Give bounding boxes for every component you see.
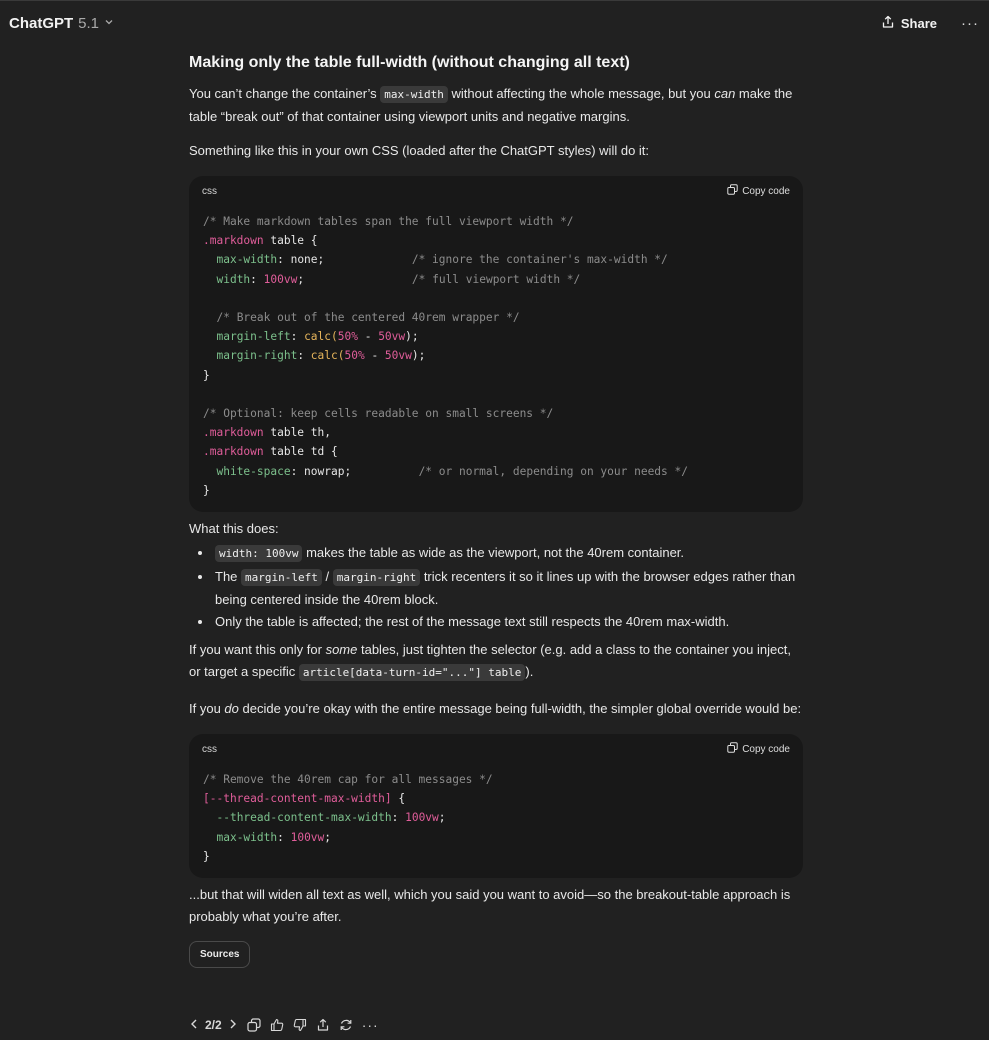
message-actions xyxy=(189,1017,379,1033)
text-run: decide you’re okay with the entire message being full-width, the simpler global override would be: xyxy=(238,701,802,717)
emphasis-text: can xyxy=(714,86,736,101)
code-block-header xyxy=(189,176,803,206)
inline-code: article[data-turn-id="..."] table xyxy=(299,664,526,681)
text-run: make the table “break out” of that container using viewport units and negative margins. xyxy=(189,86,793,124)
share-label: Share xyxy=(900,16,937,31)
copy-code-label: Copy code xyxy=(742,743,790,755)
message-paragraph: Something like this in your own CSS (loaded after the ChatGPT styles) will do it: xyxy=(189,143,650,158)
inline-code: width: 100vw xyxy=(215,545,302,562)
copy-icon[interactable] xyxy=(247,1018,261,1032)
list-item xyxy=(189,566,803,611)
text-run: tables, just tighten the selector (e.g. add a class to the container you inject, or target a specific xyxy=(189,642,791,680)
code-content: /* Remove the 40rem cap for all messages */ [--thread-content-max-width] { --thread-content-max-width: 100vw; max-width: 100vw; } xyxy=(203,773,493,863)
message-paragraph xyxy=(189,698,803,720)
text-run: If you xyxy=(189,701,225,717)
code-block xyxy=(189,734,803,878)
message-paragraph xyxy=(189,83,803,128)
chevron-left-icon[interactable] xyxy=(189,1018,199,1033)
share-icon xyxy=(881,15,895,32)
inline-code: margin-left xyxy=(241,569,322,586)
sources-button[interactable]: Sources xyxy=(189,941,250,968)
text-run: makes the table as wide as the viewport, not the 40rem container. xyxy=(302,545,685,561)
code-block-header xyxy=(189,734,803,764)
chevron-down-icon xyxy=(104,17,114,30)
model-name: ChatGPT xyxy=(9,15,74,32)
model-version: 5.1 xyxy=(78,15,100,32)
model-selector[interactable] xyxy=(9,15,114,32)
inline-code: max-width xyxy=(380,86,448,103)
emphasis-text: do xyxy=(224,701,239,717)
copy-code-label: Copy code xyxy=(742,185,790,197)
regenerate-icon[interactable] xyxy=(339,1018,353,1032)
text-run: ). xyxy=(525,664,534,680)
share-icon[interactable] xyxy=(316,1018,330,1032)
list-item: Only the table is affected; the rest of the message text still respects the 40rem max-width. xyxy=(189,611,803,633)
message-paragraph: What this does: xyxy=(189,521,279,537)
code-block xyxy=(189,176,803,512)
code-language-label: css xyxy=(202,743,217,755)
thumbs-up-icon[interactable] xyxy=(270,1018,284,1032)
thumbs-down-icon[interactable] xyxy=(293,1018,307,1032)
response-pager xyxy=(189,1018,238,1033)
page-indicator: 2/2 xyxy=(205,1018,222,1032)
copy-code-button[interactable] xyxy=(727,184,790,198)
text-run: trick recenters it so it lines up with the browser edges rather than being centered inside the 40rem block. xyxy=(215,568,796,607)
copy-icon xyxy=(727,742,738,756)
list-item xyxy=(189,542,803,565)
bullet-list xyxy=(189,542,803,633)
code-language-label: css xyxy=(202,185,217,197)
message-heading: Making only the table full-width (without changing all text) xyxy=(189,54,630,71)
copy-code-button[interactable] xyxy=(727,742,790,756)
top-bar xyxy=(0,0,989,46)
text-run: You can’t change the container’s xyxy=(189,86,381,101)
text-run: The xyxy=(215,568,242,584)
text-run: If you want this only for xyxy=(189,642,326,658)
assistant-message xyxy=(189,46,803,968)
text-run: / xyxy=(321,568,333,584)
more-options-icon[interactable]: ··· xyxy=(961,15,979,32)
message-paragraph: ...but that will widen all text as well, which you said you want to avoid—so the breakout-table approach is probably what you’re after. xyxy=(189,887,791,925)
chevron-right-icon[interactable] xyxy=(228,1018,238,1033)
inline-code: margin-right xyxy=(333,569,420,586)
copy-icon xyxy=(727,184,738,198)
share-button[interactable] xyxy=(881,15,937,32)
message-paragraph xyxy=(189,639,803,684)
emphasis-text: some xyxy=(325,642,358,658)
code-content: /* Make markdown tables span the full viewport width */ .markdown table { max-width: none; /* ignore the container's max-width */ width: 100vw; /* full viewport width */ /* Break out of the centered 40rem wrapper */ margin-left: calc(50% - 50vw); margin-right: calc(50% - 50vw); } /* Optional: keep cells readable on small screens */ .markdown table th, .markdown table td { white-space: nowrap; /* or normal, depending on your needs */ } xyxy=(203,215,688,497)
more-options-icon[interactable]: ··· xyxy=(361,1017,379,1033)
text-run: without affecting the whole message, but you xyxy=(447,86,715,101)
